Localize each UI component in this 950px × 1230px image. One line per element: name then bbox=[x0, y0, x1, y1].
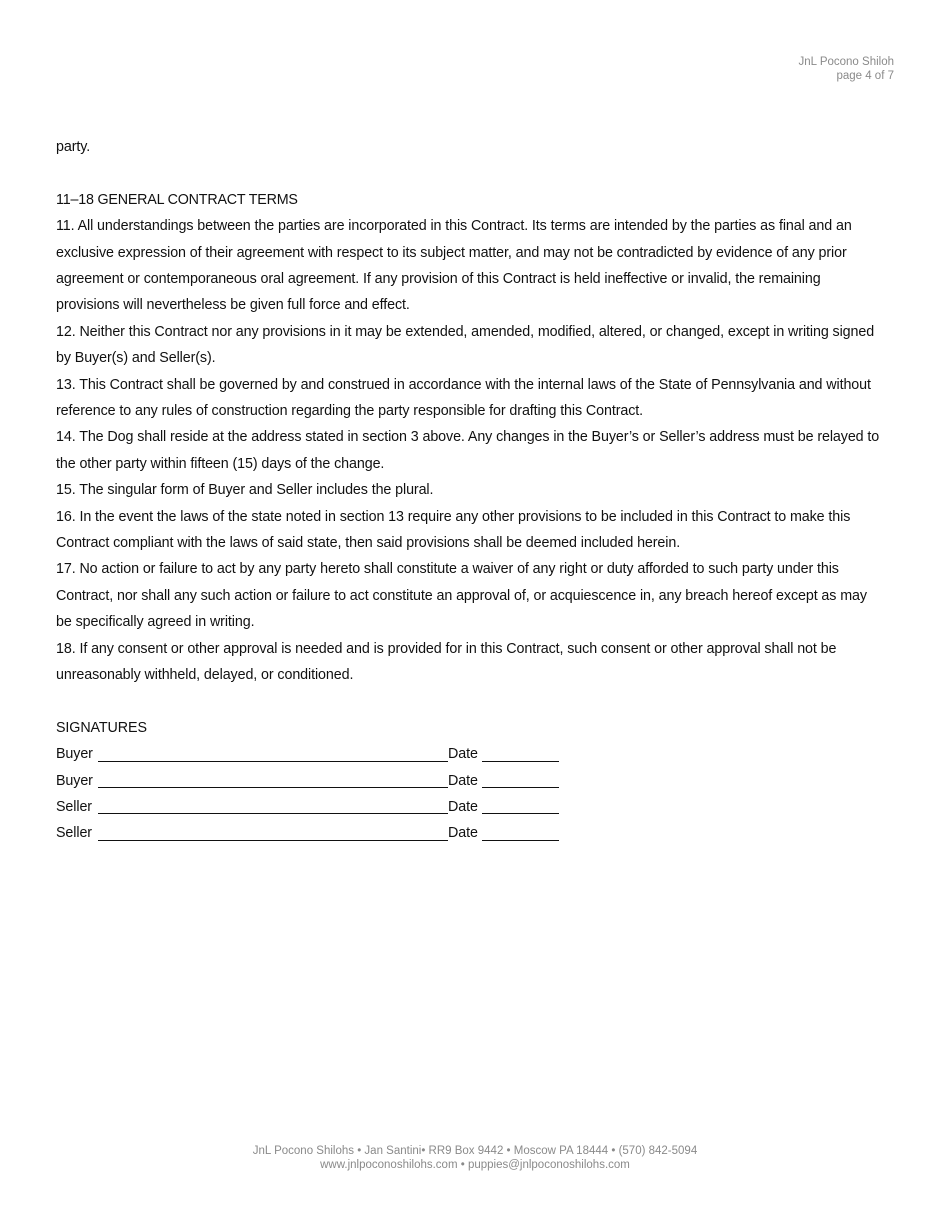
section-heading: 11–18 GENERAL CONTRACT TERMS bbox=[56, 191, 298, 208]
signature-row-buyer-1 bbox=[56, 741, 884, 767]
clause-13: 13. This Contract shall be governed by and construed in accordance with the internal laws of the State of Pennsylvania and without reference to any rules of construction regarding the party responsible for drafting this Contract. bbox=[56, 376, 871, 420]
signature-line[interactable] bbox=[98, 797, 448, 814]
footer-address: JnL Pocono Shilohs • Jan Santini• RR9 Box 9442 • Moscow PA 18444 • (570) 842-5094 bbox=[252, 1145, 698, 1157]
clause-17: 17. No action or failure to act by any party hereto shall constitute a waiver of any right or duty afforded to such party under this Contract, nor shall any such action or failure to act constitute an approval of, or acquiescence in, any breach hereof except as may be specifically agreed in writing. bbox=[56, 561, 867, 631]
date-line[interactable] bbox=[482, 824, 559, 841]
date-label: Date bbox=[448, 772, 478, 789]
signatures-heading: SIGNATURES bbox=[56, 719, 147, 736]
date-line[interactable] bbox=[482, 771, 559, 788]
signature-line[interactable] bbox=[98, 745, 448, 762]
signature-label: Seller bbox=[56, 799, 92, 816]
header-page-number: page 4 of 7 bbox=[836, 70, 894, 82]
clause-11: 11. All understandings between the parties are incorporated in this Contract. Its terms are intended by the parties as final and an exclusive expression of their agreement with respect to its subject matter, and may not be contradicted by evidence of any prior agreement or contemporaneous oral agreement. If any provision of this Contract is held ineffective or invalid, the remaining provisions will nevertheless be given full force and effect. bbox=[56, 218, 852, 314]
document-body bbox=[56, 134, 884, 847]
clause-18: 18. If any consent or other approval is needed and is provided for in this Contract, such consent or other approval shall not be unreasonably withheld, delayed, or conditioned. bbox=[56, 640, 837, 684]
signature-line[interactable] bbox=[98, 771, 448, 788]
clause-15: 15. The singular form of Buyer and Seller includes the plural. bbox=[56, 482, 434, 499]
continuation-text: party. bbox=[56, 139, 91, 155]
signature-row-seller-1 bbox=[56, 794, 884, 820]
clause-16: 16. In the event the laws of the state noted in section 13 require any other provisions to be included in this Contract to make this Contract compliant with the laws of said state, then said provisions shall be deemed included herein. bbox=[56, 508, 851, 552]
signature-line[interactable] bbox=[98, 824, 448, 841]
clause-14: 14. The Dog shall reside at the address stated in section 3 above. Any changes in the Buyer’s or Seller’s address must be relayed to the other party within fifteen (15) days of the change. bbox=[56, 429, 880, 472]
date-line[interactable] bbox=[482, 745, 559, 762]
date-label: Date bbox=[448, 825, 478, 842]
signature-label: Buyer bbox=[56, 772, 93, 789]
header-company: JnL Pocono Shiloh bbox=[798, 56, 894, 68]
signature-label: Buyer bbox=[56, 746, 93, 763]
signature-row-seller-2 bbox=[56, 820, 884, 846]
date-label: Date bbox=[448, 799, 478, 816]
date-line[interactable] bbox=[482, 797, 559, 814]
footer-contact: www.jnlpoconoshilohs.com • puppies@jnlpoconoshilohs.com bbox=[320, 1159, 630, 1171]
page-header bbox=[799, 55, 894, 83]
signature-row-buyer-2 bbox=[56, 768, 884, 794]
date-label: Date bbox=[448, 746, 478, 763]
signature-label: Seller bbox=[56, 825, 92, 842]
page-footer bbox=[0, 1144, 950, 1172]
clause-12: 12. Neither this Contract nor any provisions in it may be extended, amended, modified, altered, or changed, except in writing signed by Buyer(s) and Seller(s). bbox=[56, 323, 875, 367]
